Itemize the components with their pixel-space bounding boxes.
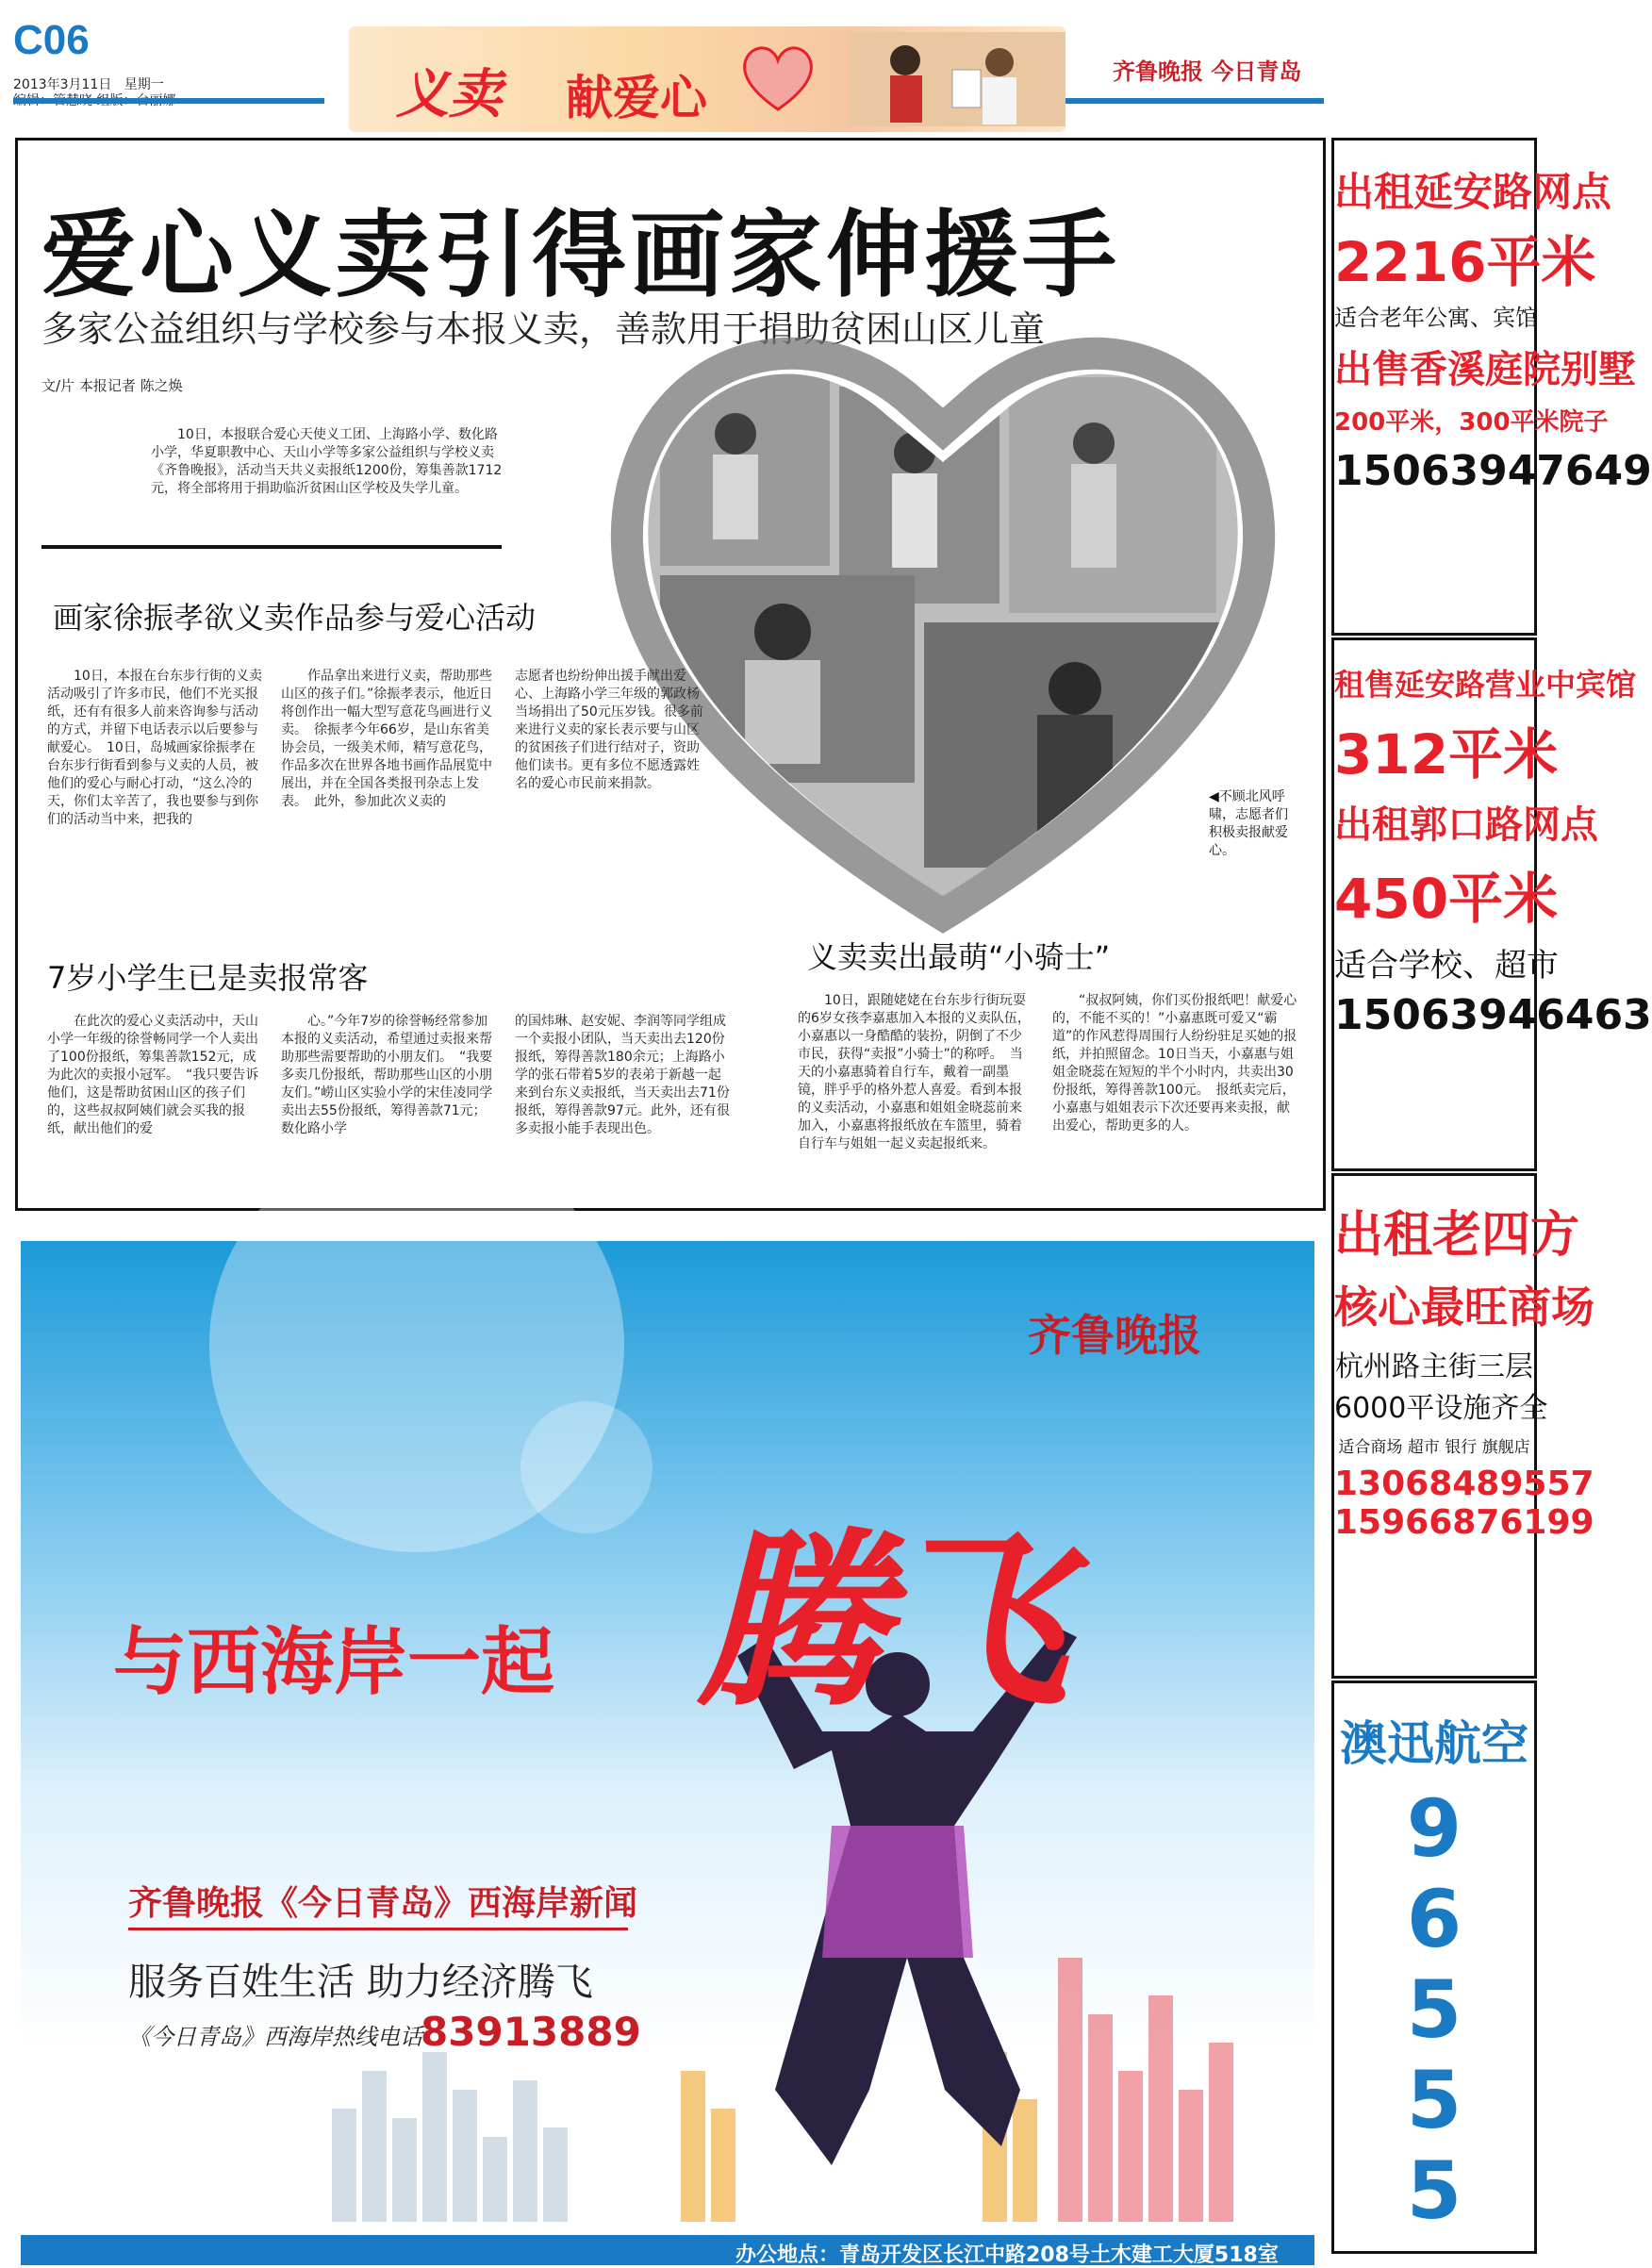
section2-column-1: 在此次的爱心义卖活动中，天山小学一年级的徐誉畅同学一个人卖出了100份报纸，筹集善款152元，成为此次的卖报小冠军。 “我只要告诉他们，这是帮助贫困山区的孩子们的，这些叔叔阿姨们就会买我的报纸，献出他们的爱 <box>47 1014 259 1136</box>
section1-column-3: 志愿者也纷纷伸出援手献出爱心、上海路小学三年级的郭政杨当场捐出了50元压岁钱。很多前来进行义卖的家长表示要与山区的贫困孩子们进行结对子，资助他们读书。更有多位不愿透露姓名的爱心市民前来捐款。 <box>515 669 703 791</box>
ad4-digit-4: 5 <box>1406 2054 1462 2146</box>
promo-hotline-label: 《今日青岛》西海岸热线电话： <box>128 2024 445 2050</box>
section2-column-3: 的国炜琳、赵安妮、李润等同学组成一个卖报小团队，当天卖出去120份报纸，筹得善款180余元；上海路小学的张石带着5岁的表弟于新越一起来到台东义卖报纸，当天卖出去71份报纸，筹得善款97元。此外，还有很多卖报小能手表现出色。 <box>515 1014 730 1136</box>
issue-weekday: 星期一 <box>124 77 164 92</box>
ad2-phone: 15063946463 <box>1334 991 1652 1039</box>
classified-ad-1 <box>1331 138 1652 636</box>
promo-advertisement <box>21 1241 1314 2254</box>
promo-divider <box>128 1928 628 1930</box>
ad4-digit-5: 5 <box>1406 2144 1462 2237</box>
classified-ad-2 <box>1331 637 1652 1171</box>
section3-column-1: 10日，跟随姥姥在台东步行街玩耍的6岁女孩李嘉惠加入本报的义卖队伍，小嘉惠以一身酷酷的装扮，阴倒了不少市民，获得“卖报”小骑士”的称呼。 当天的小嘉惠骑着自行车，戴着一副墨镜，胖乎乎的格外惹人喜爱。看到本报的义卖活动，小嘉惠和姐姐金晓蕊前来加入，小嘉惠将报纸放在车篮里，骑着自行车与姐姐一起义卖起报纸来。 <box>798 993 1031 1151</box>
promo-hotline-number: 83913889 <box>421 2009 641 2055</box>
issue-date: 2013年3月11日 <box>13 77 112 92</box>
header-rule-left <box>13 98 324 104</box>
ad1-line-5: 200平米，300平米院子 <box>1334 408 1609 437</box>
section2-column-2: 心。”今年7岁的徐誉畅经常参加本报的义卖活动，希望通过卖报来帮助那些需要帮助的小朋友们。 “我要多卖几份报纸，帮助那些山区的小朋友们。”崂山区实验小学的宋佳凌同学卖出去55份报纸，筹得善款71元；数化路小学 <box>281 1014 493 1136</box>
newspaper-brand: 齐鲁晚报 今日青岛 <box>1113 58 1302 85</box>
ad4-digit-2: 6 <box>1406 1873 1462 1965</box>
section3-column-2: “叔叔阿姨，你们买份报纸吧！献爱心的，不能不买的！”小嘉惠既可爱又“霸道”的作风惹得周围行人纷纷驻足买她的报纸，并拍照留念。10日当天，小嘉惠与姐姐金晓蕊在短短的半个小时内，共卖出30份报纸，筹得善款100元。 报纸卖完后，小嘉惠与姐姐表示下次还要再来卖报，献出爱心，帮助更多的人。 <box>1052 993 1297 1134</box>
ad2-line-5: 适合学校、超市 <box>1334 947 1559 985</box>
article-headline: 爱心义卖引得画家伸援手 <box>41 200 1120 310</box>
ad2-line-2: 312平米 <box>1334 722 1559 786</box>
banner-title-charity-sale: 义卖 <box>396 63 502 125</box>
section1-column-1: 10日，本报在台东步行街的义卖活动吸引了许多市民，他们不光买报纸，还有有很多人前来咨询参与活动的方式，并留下电话表示以后要参与献爱心。 10日，岛城画家徐振孝在台东步行街看到参与义卖的人员，被他们的爱心与耐心打动，“这么冷的天，你们太辛苦了，我也要参与到你们的活动当中来，把我的 <box>47 669 262 827</box>
ad1-phone: 15063947649 <box>1334 447 1652 495</box>
issue-meta <box>13 77 175 109</box>
ad2-line-1: 租售延安路营业中宾馆 <box>1334 667 1637 703</box>
promo-slogan-takeoff: 腾飞 <box>698 1513 1065 1732</box>
ad3-line-5: 适合商场 超市 银行 旗舰店 <box>1338 1438 1530 1457</box>
ad3-line-3: 杭州路主街三层 <box>1335 1350 1533 1383</box>
section-heading-painter: 画家徐振孝欲义卖作品参与爱心活动 <box>53 600 537 636</box>
promo-logo: 齐鲁晚报 <box>1028 1310 1201 1361</box>
heart-hands-icon <box>735 40 820 115</box>
article-lead: 10日，本报联合爱心天使义工团、上海路小学、数化路小学，华夏职教中心、天山小学等多家公益组织与学校义卖《齐鲁晚报》，活动当天共义卖报纸1200份，筹集善款1712元，将全部将用于捐助临沂贫困山区学校及失学儿童。 <box>151 427 503 496</box>
ad3-line-2: 核心最旺商场 <box>1334 1282 1594 1333</box>
ad1-line-2: 2216平米 <box>1334 230 1596 294</box>
ad2-line-4: 450平米 <box>1334 867 1559 931</box>
promo-tagline: 服务百姓生活 助力经济腾飞 <box>128 1961 593 2004</box>
ad2-line-3: 出租郭口路网点 <box>1334 803 1598 847</box>
heart-photo-collage <box>603 311 1282 924</box>
ad4-airline-name: 澳迅航空 <box>1340 1716 1528 1771</box>
article-subhead: 多家公益组织与学校参与本报义卖，善款用于捐助贫困山区儿童 <box>41 308 1046 350</box>
classified-ad-4 <box>1331 1680 1537 2254</box>
ad1-line-1: 出租延安路网点 <box>1334 169 1612 215</box>
kids-photo <box>849 32 1066 126</box>
section-heading-young-seller: 7岁小学生已是卖报常客 <box>47 960 369 996</box>
promo-program-name: 齐鲁晚报《今日青岛》西海岸新闻 <box>128 1884 638 1923</box>
lead-divider <box>41 545 502 549</box>
section1-column-2: 作品拿出来进行义卖，帮助那些山区的孩子们。”徐振孝表示，他近日将创作出一幅大型写意花鸟画进行义卖。 徐振孝今年66岁，是山东省美协会员，一级美术师，精写意花鸟，作品多次在世界各地书画作品展览中展出，并在全国各类报刊杂志上发表。 此外，参加此次义卖的 <box>281 669 493 809</box>
ad4-digit-1: 9 <box>1406 1782 1462 1875</box>
classified-ad-3 <box>1331 1173 1594 1679</box>
ad3-line-1: 出租老四方 <box>1334 1207 1580 1264</box>
article-byline: 文/片 本报记者 陈之焕 <box>41 377 183 394</box>
ad3-phone-1: 13068489557 <box>1334 1465 1594 1503</box>
promo-address: 办公地点：青岛开发区长江中路208号土木建工大厦518室 <box>735 2243 1279 2267</box>
ad3-line-4: 6000平设施齐全 <box>1334 1392 1548 1425</box>
ad3-phone-2: 15966876199 <box>1334 1503 1594 1542</box>
photo-caption: ◀不顾北风呼啸，志愿者们积极卖报献爱心。 <box>1209 789 1288 858</box>
promo-slogan-west-coast: 与西海岸一起 <box>113 1620 555 1705</box>
header-rule-right <box>1066 98 1324 104</box>
ad4-digit-3: 5 <box>1406 1963 1462 2056</box>
ad1-line-4: 出售香溪庭院别墅 <box>1334 348 1636 391</box>
promo-background-art <box>21 1241 1314 2254</box>
ad1-line-3: 适合老年公寓、宾馆 <box>1334 305 1538 331</box>
section-heading-little-knight: 义卖卖出最萌“小骑士” <box>807 939 1111 975</box>
banner-title-love: 献爱心 <box>566 71 707 125</box>
page-number: C06 <box>13 17 90 63</box>
